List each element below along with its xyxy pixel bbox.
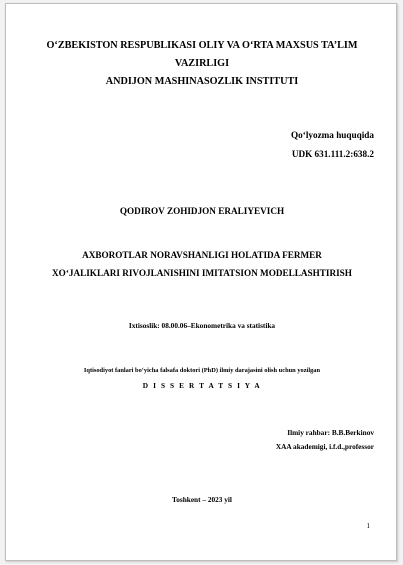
document-page: [5, 3, 397, 561]
supervisor-name: Ilmiy rahbar: B.B.Berkinov: [287, 428, 374, 437]
dissertation-title-line-2: XO‘JALIKLARI RIVOJLANISHINI IMITATSION MODELLASHTIRISH: [52, 268, 352, 278]
degree-statement: Iqtisodiyot fanlari bo‘yicha falsafa doktori (PhD) ilmiy darajasini olish uchun yozilgan: [83, 367, 321, 374]
ministry-line-1: O‘ZBEKISTON RESPUBLIKASI OLIY VA O‘RTA MAXSUS TA’LIM: [46, 40, 358, 51]
author-name: QODIROV ZOHIDJON ERALIYEVICH: [119, 206, 285, 216]
udk-code: UDK 631.111.2:638.2: [291, 149, 374, 159]
institute-name: ANDIJON MASHINASOZLIK INSTITUTI: [105, 76, 299, 87]
page-number: 1: [366, 522, 370, 530]
manuscript-rights: Qo‘lyozma huquqida: [291, 130, 374, 140]
document-type: D I S S E R T A T S I Y A: [142, 381, 262, 390]
ministry-line-2: VAZIRLIGI: [174, 58, 230, 69]
specialty-code: Ixtisoslik: 08.00.06–Ekonometrika va statistika: [128, 321, 276, 330]
place-and-year: Toshkent – 2023 yil: [172, 495, 232, 504]
dissertation-title-line-1: AXBOROTLAR NORAVSHANLIGI HOLATIDA FERMER: [82, 250, 322, 260]
supervisor-position: XAA akademigi, i.f.d.,professor: [275, 442, 374, 451]
